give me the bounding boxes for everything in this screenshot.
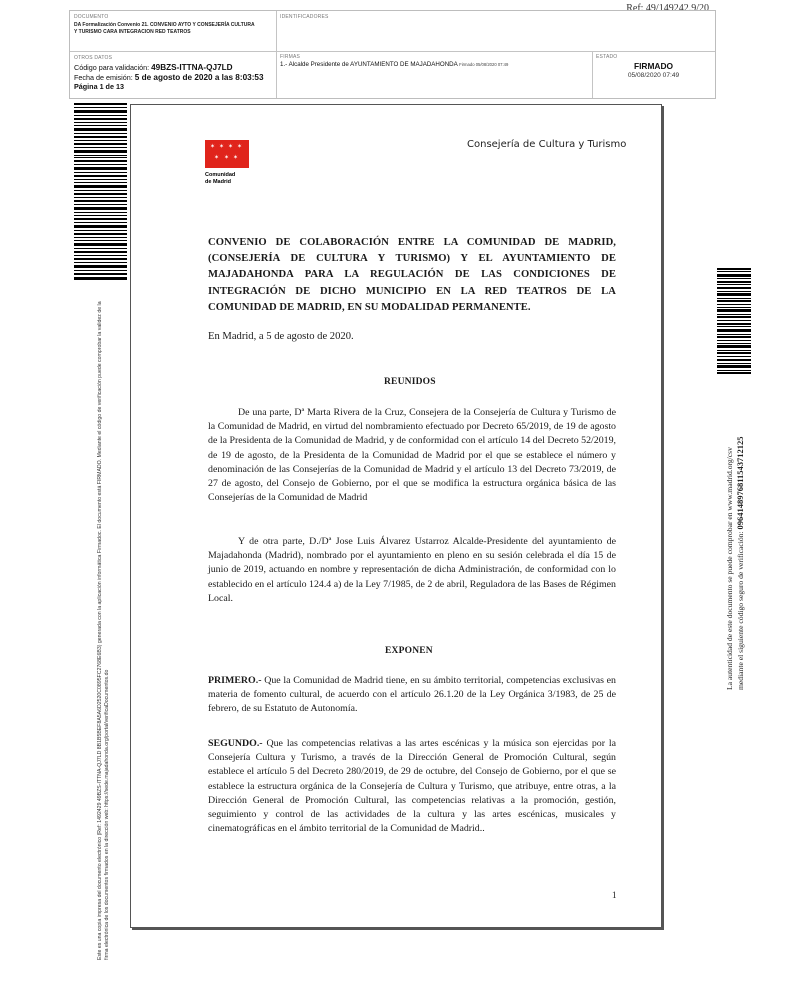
status-value: FIRMADO — [633, 61, 674, 71]
document-reference: Ref: 49/149242.9/20 — [626, 3, 709, 14]
logo-text — [205, 172, 235, 185]
reunidos-paragraph-2 — [208, 535, 616, 606]
page-count: Página 1 de 13 — [74, 82, 124, 91]
comunidad-madrid-logo — [205, 140, 249, 200]
identificadores-label: IDENTIFICADORES — [280, 14, 329, 20]
right-verification-line-2 — [735, 375, 746, 690]
status-date: 05/08/2020 07:49 — [627, 72, 680, 79]
reunidos-paragraph-1 — [208, 406, 616, 505]
logo-line-2: de Madrid — [205, 178, 231, 185]
logo-line-1: Comunidad — [205, 172, 236, 178]
right-verification-text — [725, 375, 746, 690]
emission-date-label: Fecha de emisión: — [74, 73, 133, 82]
reunidos-text-2: Y de otra parte, D./Dª Jose Luis Álvarez Ustarroz Alcalde-Presidente del ayuntamiento de Majadahonda (Madrid), nombrado por el ayuntamiento en pleno en su sesión celebrada el día 15 de junio de 2019, actuando en nombre y representación de dicha Administración, de conformidad con lo establecido en el artículo 124.4 a) de la Ley 7/1985, de 2 de abril, Reguladora de las Bases de Régimen Local. — [208, 536, 616, 604]
left-barcode — [74, 103, 127, 280]
emission-date: 5 de agosto de 2020 a las 8:03:53 — [134, 73, 264, 82]
primero-lead: PRIMERO.- — [208, 675, 262, 686]
primero-text: Que la Comunidad de Madrid tiene, en su ámbito territorial, competencias exclusivas en materia de fomento cultural, de acuerdo con el artículo 26.1.20 de la Ley Orgánica 3/1983, de 25 de febrero, de su Estatuto de Autonomía. — [208, 675, 616, 715]
segundo-lead: SEGUNDO.- — [208, 738, 263, 749]
right-verification-line-2-text: mediante el siguiente código seguro de verificación: — [736, 531, 745, 690]
validation-code-line — [74, 63, 233, 72]
csv-code: 0964148976811543712125 — [735, 436, 745, 530]
segundo-text: Que las competencias relativas a las artes escénicas y la música son ejercidas por la Consejería Cultura y Turismo, a través de la Dirección General de Promoción Cultural, según establece el artículo 5 del Decreto 280/2019, de 29 de octubre, del Consejo de Gobierno, por el que se establece la estructura orgánica de la Consejería de Cultura y Turismo, que atribuye, entre otras, a la Dirección General de Promoción Cultural, las competencias relativas a la promoción, gestión, seguimiento y control de las actividades de la cultura y las artes escénicas, musicales y cinematográficas en el ámbito territorial de la Comunidad de Madrid.. — [208, 738, 616, 835]
primero-paragraph — [208, 674, 616, 717]
segundo-paragraph — [208, 737, 616, 836]
signer-line — [280, 61, 508, 68]
reunidos-heading: REUNIDOS — [384, 377, 436, 387]
department-name: Consejería de Cultura y Turismo — [467, 139, 627, 150]
otros-datos-label: OTROS DATOS — [74, 55, 113, 61]
documento-line-2: Y TURISMO CARA INTEGRACION RED TEATROS — [74, 29, 191, 35]
estado-label: ESTADO — [596, 54, 618, 60]
documento-line-1: DA Formalización Convenio 21. CONVENIO AYTO Y CONSEJERÍA CULTURA — [74, 22, 255, 28]
right-verification-line-1: La autenticidad de este documento se puede comprobar en www.madrid.org/csv — [725, 447, 734, 690]
documento-label: DOCUMENTO — [74, 14, 109, 20]
agreement-title: CONVENIO DE COLABORACIÓN ENTRE LA COMUNIDAD DE MADRID, (CONSEJERÍA DE CULTURA Y TURISMO) Y EL AYUNTAMIENTO DE MAJADAHONDA PARA LA REGULACIÓN DE LAS CONDICIONES DE INTEGRACIÓN DE DICHO MUNICIPIO EN LA RED TEATROS DE LA COMUNIDAD DE MADRID, EN SU MODALIDAD PERMANENTE. — [208, 237, 616, 313]
signature-header — [69, 10, 716, 99]
validation-code: 49BZS-ITTNA-QJ7LD — [151, 63, 233, 72]
signer-name: 1.- Alcalde Presidente de AYUNTAMIENTO DE MAJADAHONDA — [280, 61, 458, 68]
exponen-heading: EXPONEN — [385, 646, 433, 656]
page-number: 1 — [612, 890, 617, 900]
place-and-date: En Madrid, a 5 de agosto de 2020. — [208, 331, 354, 342]
right-barcode — [717, 268, 751, 374]
left-verification-text: Este es una copia impresa del documento electrónico (Ref: 1492429 49BZS-ITTNA-QJ7LD 8B1B5BEF8A5A6D2520C0895FC2768E6B3) generada con la aplicación informática Firmadoc. El documento está FIRMADO. Mediante el código de verificación puede comprobar la validez de la firma electrónica de los documentos firmados en la dirección web: https://sede.majadahonda.org/portal/verificaDocumentos.do — [97, 301, 110, 960]
signer-date: Firmado 05/08/2020 07:49 — [459, 62, 509, 67]
emission-date-line — [74, 73, 264, 82]
reunidos-text-1: De una parte, Dª Marta Rivera de la Cruz, Consejera de la Consejería de Cultura y Turismo de la Comunidad de Madrid, en virtud del nombramiento efectuado por Decreto 65/2019, de 19 de agosto de la Presidenta de la Comunidad de Madrid, y de conformidad con el artículo 14 del Decreto 52/2019, de 19 de agosto, de la Presidenta de la Comunidad de Madrid por el que se establece el número y denominación de las Consejerías de la Comunidad de Madrid y el artículo 13 del Decreto 73/2019, de 27 de agosto, del Consejo de Gobierno, por el que se modifica la estructura orgánica básica de las Consejerías de la Comunidad de Madrid — [208, 407, 616, 504]
validation-code-label: Código para validación: — [74, 63, 150, 72]
firmas-label: FIRMAS — [280, 54, 301, 60]
madrid-flag-icon: ✶ ✶ ✶ ✶ ✶ ✶ ✶ — [205, 140, 249, 168]
